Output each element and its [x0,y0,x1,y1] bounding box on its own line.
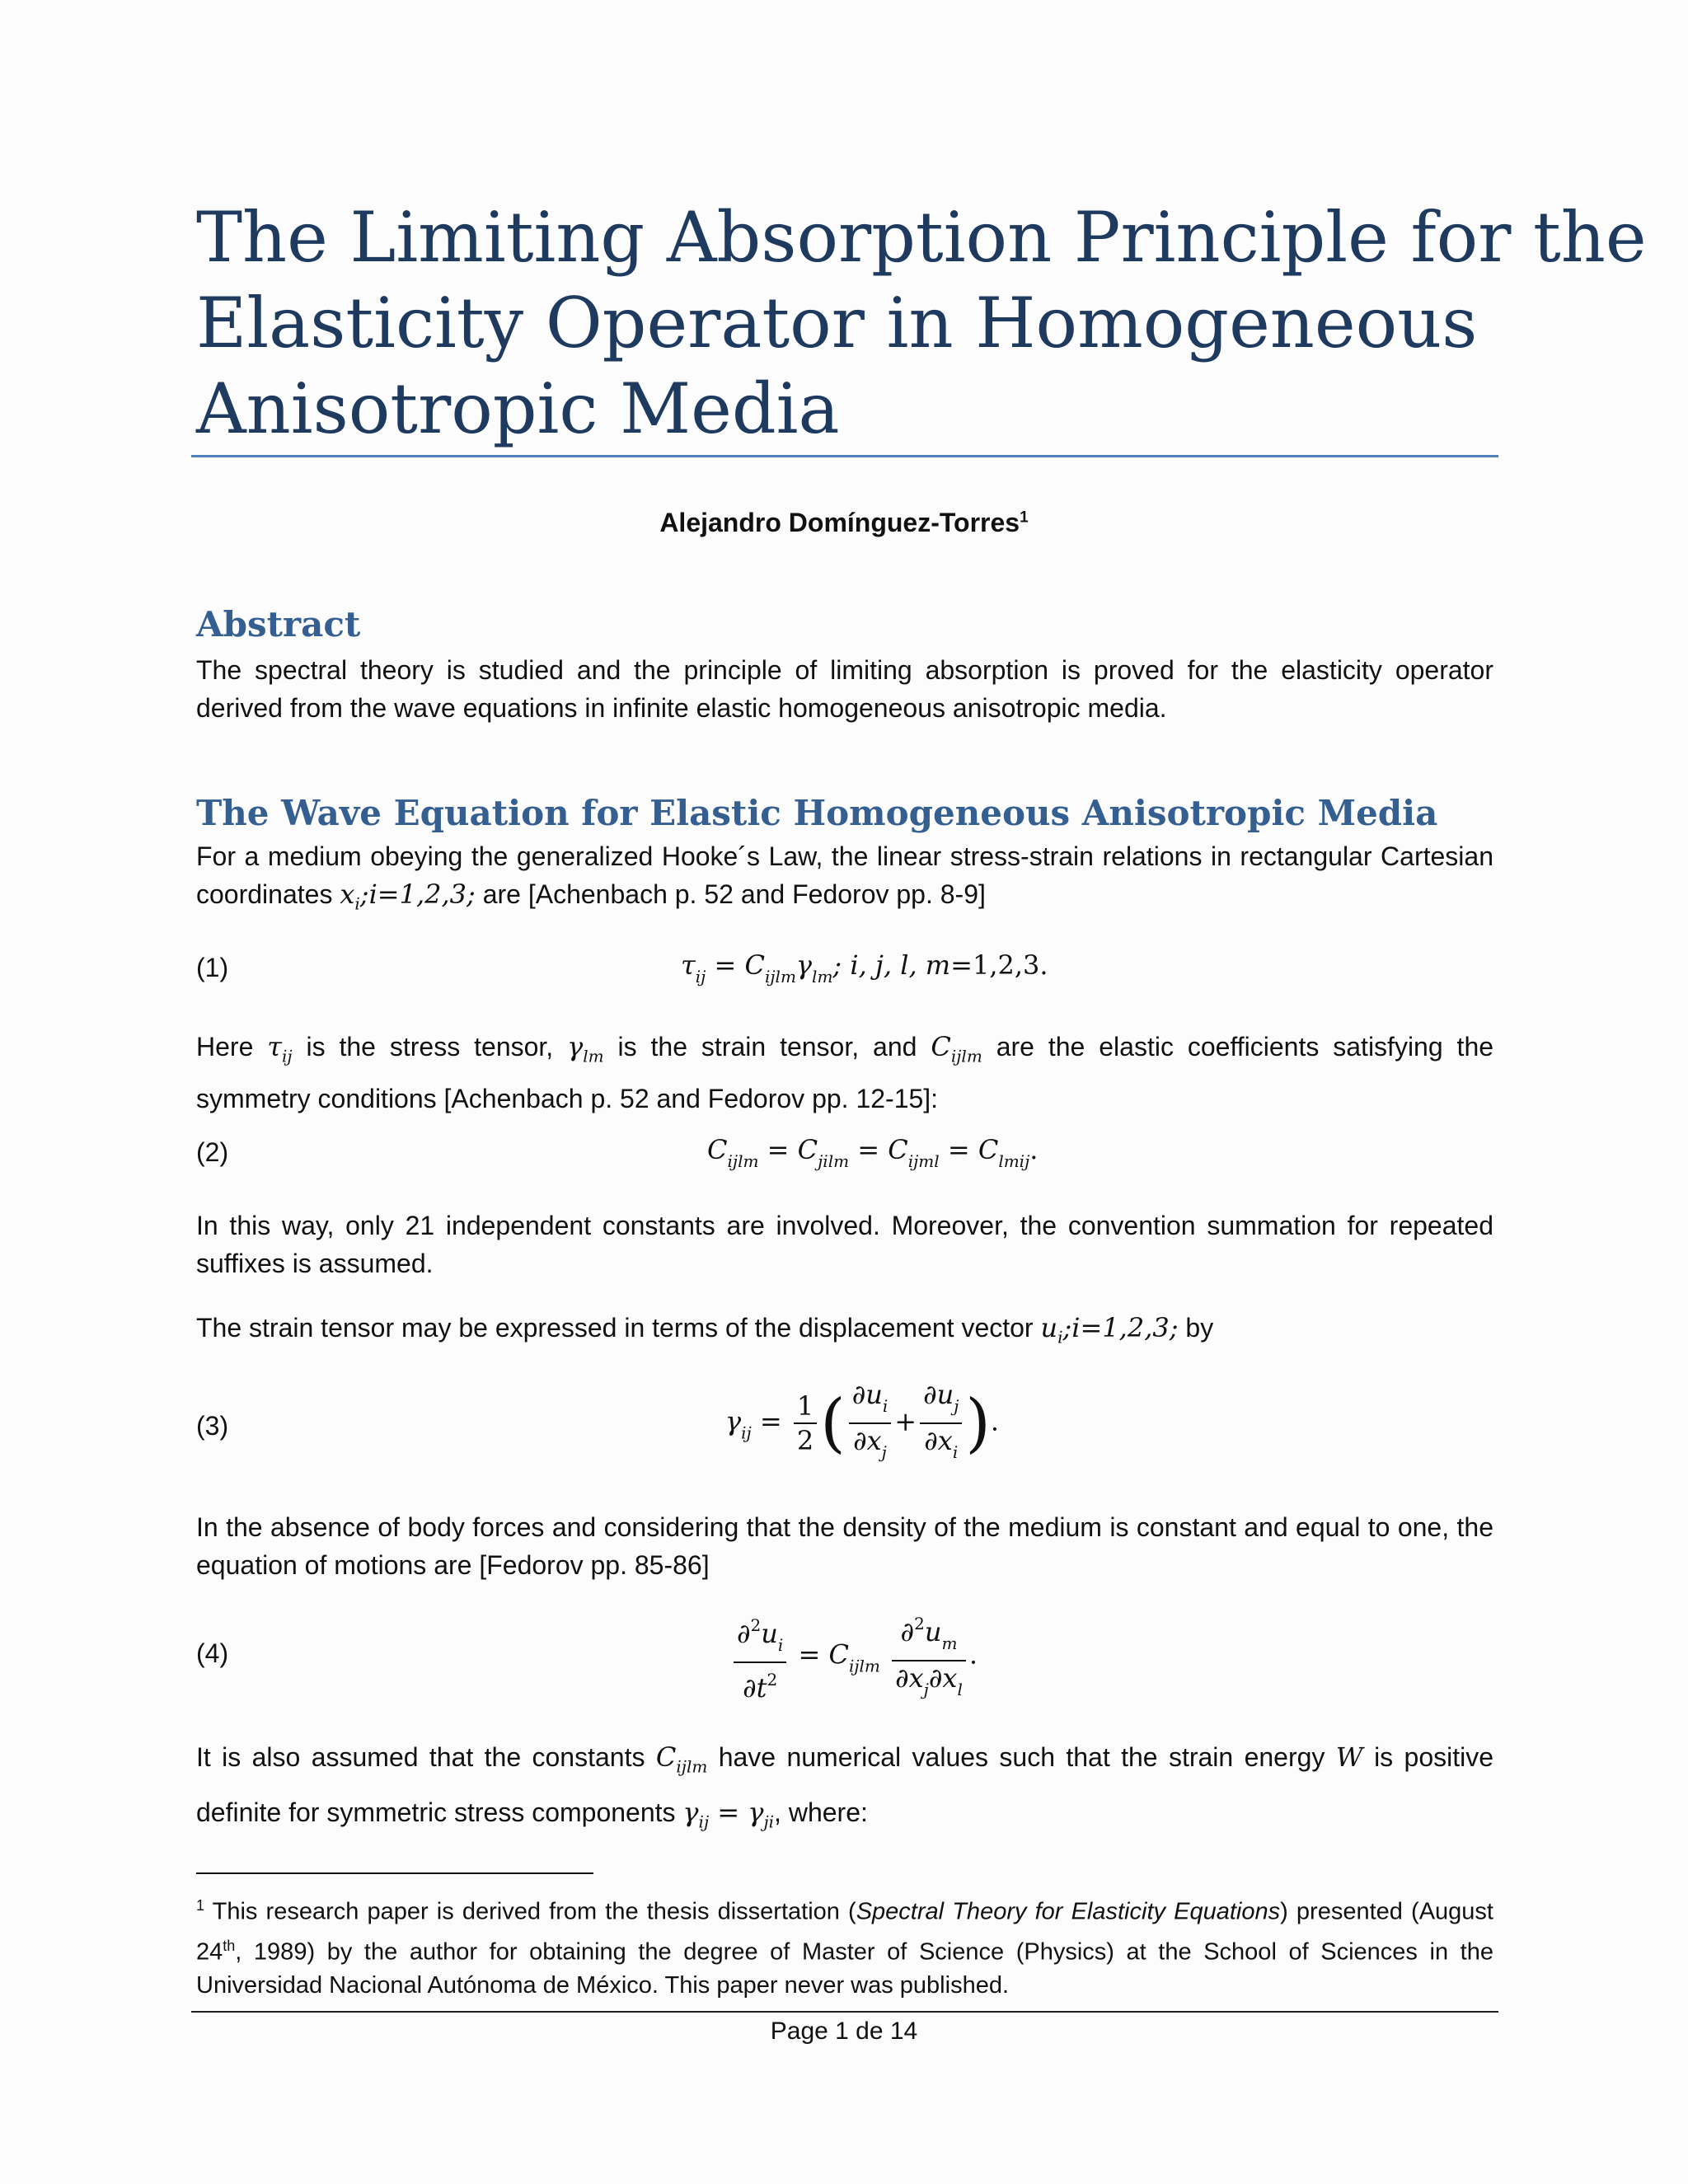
equation-1: $\tau_{ij} = C_{ijlm}\gamma_{lm}$; i, j, l, m=1,2,3. [681,949,1048,987]
author-footnote-mark[interactable]: 1 [1020,509,1029,527]
paragraph-constants: In this way, only 21 independent constants are involved. Moreover, the convention summation for repeated suffixes is assumed. [196,1211,1493,1278]
title-line: Elasticity Operator in Homogeneous [196,283,1478,363]
equation-label: (3) [196,1411,229,1441]
paragraph-energy: It is also assumed that the constants $C_{ijlm}$ have numerical values such that the strain energy W is positive definite for symmetric stress components $\gamma_{ij} = \gamma_{ji}$, where: [196,1741,1494,1832]
equation-4: $\frac{\partial^2u_i}{\partial t^2}$ = $C_{ijlm}$ $\frac{\partial^2u_m}{\partial x_j\partial x_l}$ . [730,1607,978,1706]
paper-title [196,194,1647,452]
footer-divider [191,2011,1498,2013]
equation-label: (4) [196,1638,229,1668]
equation-2: $C_{ijlm} = C_{jilm} = C_{ijml} = C_{lmij}$. [707,1134,1039,1171]
paragraph-here: Here $\tau_{ij}$ is the stress tensor, $\gamma_{lm}$ is the strain tensor, and $C_{ijlm}$ are the elastic coefficients satisfying the symmetry conditions [Achenbach p. 52 and Fedorov pp. 12-15]: [196,1031,1494,1114]
footnote-divider [196,1872,593,1874]
equation-label: (1) [196,953,229,982]
footnote: $^1$ This research paper is derived from the thesis dissertation (Spectral Theory for Elasticity Equations) presented (August 24th, 1989) by the author for obtaining the degree of Master of Science (Physics) at the School of Sciences in the Universidad Nacional Autónoma de México. This paper never was published. [196,1897,1493,1999]
paragraph-motion: In the absence of body forces and considering that the density of the medium is constant and equal to one, the equation of motions are [Fedorov pp. 85-86] [196,1512,1493,1580]
equation-3: $\gamma_{ij}$ = $\frac{1}{2}$ ( $\frac{\partial u_i}{\partial x_j}$ + $\frac{\partial u_j}{\partial x_i}$ ). [725,1379,1000,1462]
title-line: The Limiting Absorption Principle for the [196,197,1647,278]
abstract-text: The spectral theory is studied and the principle of limiting absorption is proved for the elasticity operator derived from the wave equations in infinite elastic homogeneous anisotropic media. [196,655,1493,723]
equation-label: (2) [196,1137,229,1167]
author-line [0,508,1688,538]
author-name: Alejandro Domínguez-Torres [659,508,1020,537]
footnote-mark: 1 [196,1897,205,1914]
section-heading: The Wave Equation for Elastic Homogeneous Anisotropic Media [196,793,1438,833]
paragraph-strain: The strain tensor may be expressed in terms of the displacement vector $u_i;i=1,2,3$; by [196,1312,1214,1347]
title-divider [191,455,1498,457]
page-number: Page 1 de 14 [770,2018,918,2045]
title-line: Anisotropic Media [196,368,840,449]
coordinates-math: $x_i;i=1,2,3$; [340,879,476,914]
abstract-heading: Abstract [196,604,361,644]
paragraph-hooke: For a medium obeying the generalized Hooke´s Law, the linear stress-strain relations in rectangular Cartesian coordinates $x_i;i=1,2,3$; are [Achenbach p. 52 and Fedorov pp. 8-9] [196,841,1493,914]
